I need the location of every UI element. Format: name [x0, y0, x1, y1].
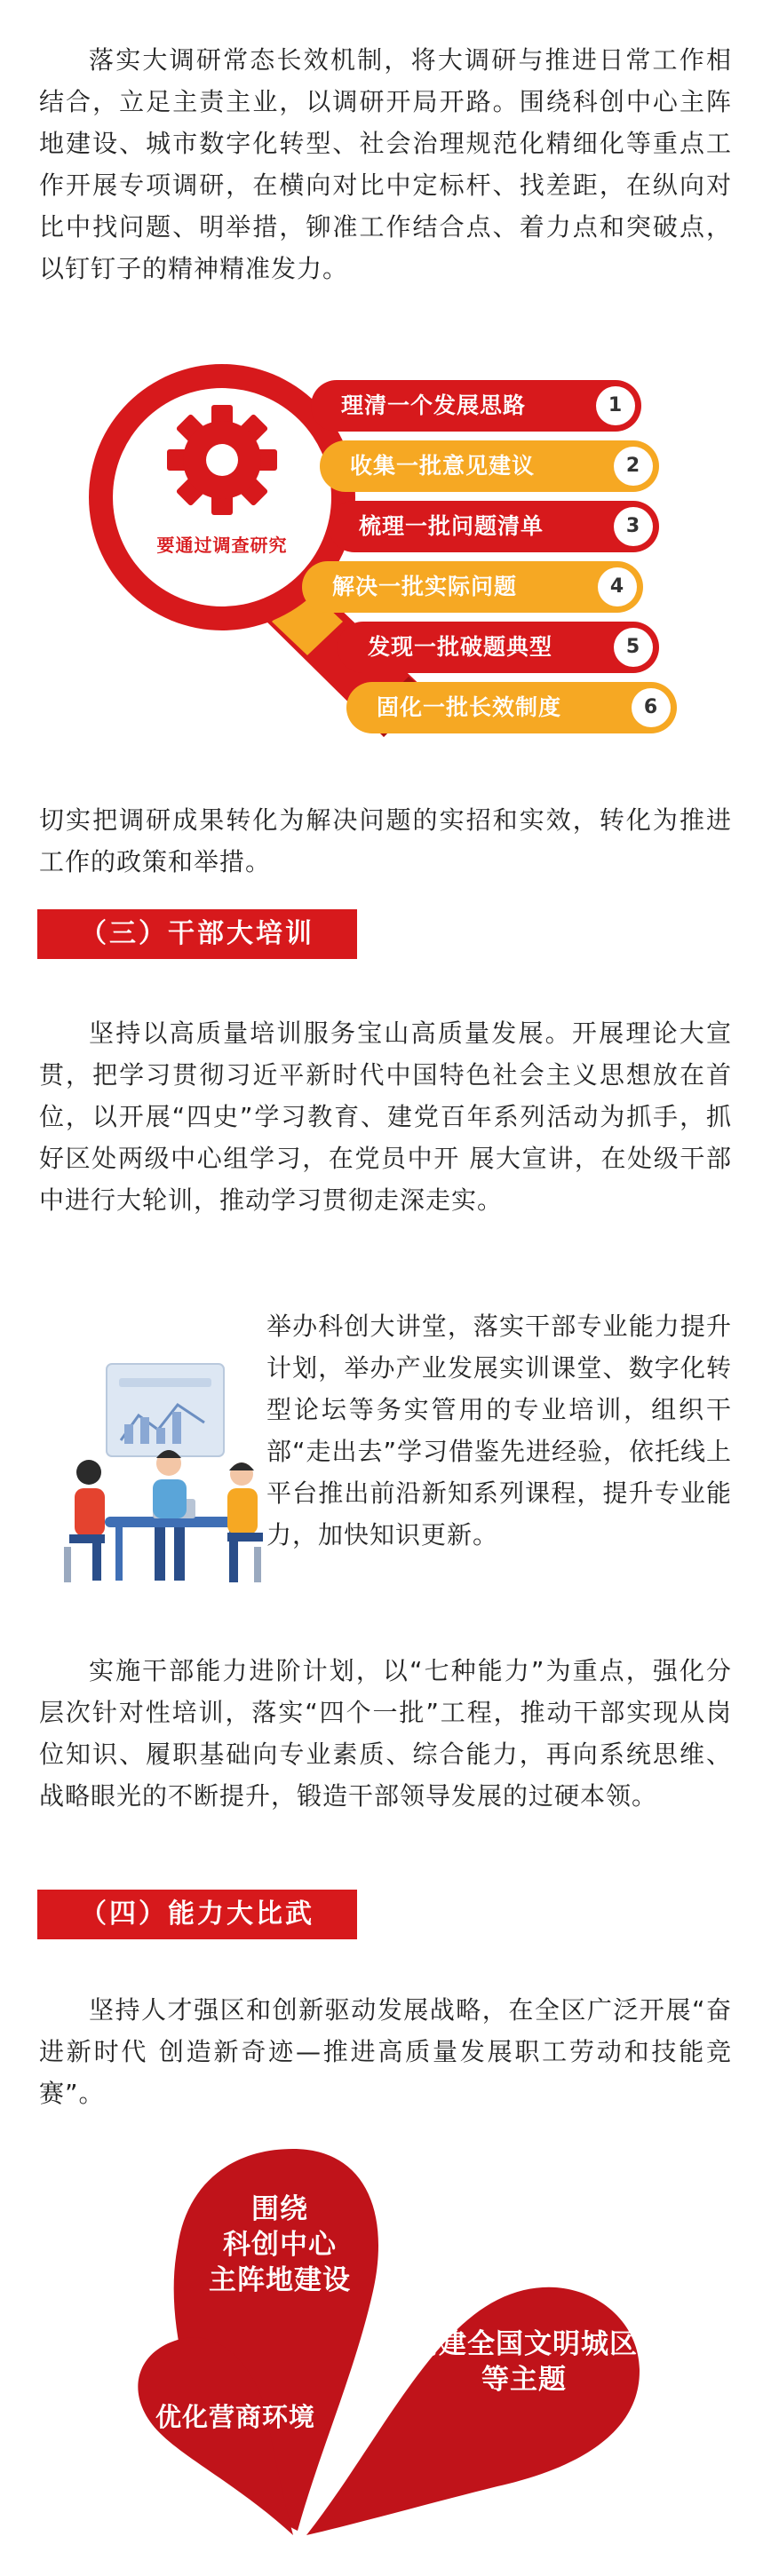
training-illustration [53, 1359, 266, 1598]
survey-item-number: 4 [598, 567, 637, 606]
survey-item-label: 梳理一批问题清单 [359, 513, 544, 539]
petal-right-text: 创建全国文明城区 等主题 [410, 2328, 638, 2396]
section3-paragraph-1: 坚持以高质量培训服务宝山高质量发展。开展理论大宣贯，把学习贯彻习近平新时代中国特色社会主义思想放在首位，以开展“四史”学习教育、建党百年系列活动为抓手，抓好区处两级中心组学习，在党员中开 展大宣讲，在处级干部中进行大轮训，推动学习贯彻走深走实。 [39, 1019, 732, 1215]
survey-item-2 [320, 440, 659, 492]
section3-paragraph-3: 实施干部能力进阶计划，以“七种能力”为重点，强化分层次针对性培训，落实“四个一批”工程，推动干部实现从岗位知识、履职基础向专业素质、综合能力，再向系统思维、战略眼光的不断提升，锻造干部领导发展的过硬本领。 [39, 1656, 732, 1811]
survey-diagram [80, 355, 702, 781]
survey-item-number: 3 [614, 507, 653, 546]
section4-paragraph-1: 坚持人才强区和创新驱动发展战略，在全区广泛开展“奋进新时代 创造新奇迹—推进高质量发展职工劳动和技能竞赛”。 [39, 1995, 732, 2108]
survey-item-label: 理清一个发展思路 [341, 392, 527, 418]
petal-top-text: 围绕 科创中心 主阵地建设 [209, 2193, 351, 2296]
intro-paragraph: 落实大调研常态长效机制，将大调研与推进日常工作相结合，立足主责主业，以调研开局开路。围绕科创中心主阵地建设、城市数字化转型、社会治理规范化精细化等重点工作开展专项调研，在横向对比中定标杆、找差距，在纵向对比中找问题、明举措，铆准工作结合点、着力点和突破点，以钉钉子的精神精准发力。 [39, 45, 732, 283]
section3-paragraph-2: 举办科创大讲堂，落实干部专业能力提升计划，举办产业发展实训课堂、数字化转型论坛等务实管用的专业培训，组织干部“走出去”学习借鉴先进经验，依托线上平台推出前沿新知系列课程，提升专业能力，加快知识更新。 [266, 1312, 733, 1550]
survey-item-6 [346, 682, 677, 733]
section4-heading: （四）能力大比武 [37, 1890, 357, 1939]
survey-item-label: 解决一批实际问题 [332, 574, 518, 599]
diagram-center-label: 要通过调查研究 [156, 535, 288, 556]
survey-item-1 [311, 380, 641, 432]
survey-item-number: 1 [596, 386, 635, 425]
petal-left-text: 优化营商环境 [155, 2402, 315, 2432]
survey-item-label: 收集一批意见建议 [350, 453, 536, 479]
survey-item-4 [302, 561, 643, 613]
gear-icon [167, 405, 277, 515]
survey-item-label: 发现一批破题典型 [368, 634, 553, 660]
survey-item-3 [329, 501, 659, 552]
survey-item-number: 6 [632, 688, 671, 727]
conversion-paragraph: 切实把调研成果转化为解决问题的实招和实效，转化为推进工作的政策和举措。 [39, 805, 732, 876]
survey-item-number: 5 [614, 628, 653, 667]
survey-item-number: 2 [614, 447, 653, 486]
survey-item-label: 固化一批长效制度 [377, 694, 562, 720]
section3-heading: （三）干部大培训 [37, 909, 357, 959]
survey-item-5 [338, 622, 659, 673]
